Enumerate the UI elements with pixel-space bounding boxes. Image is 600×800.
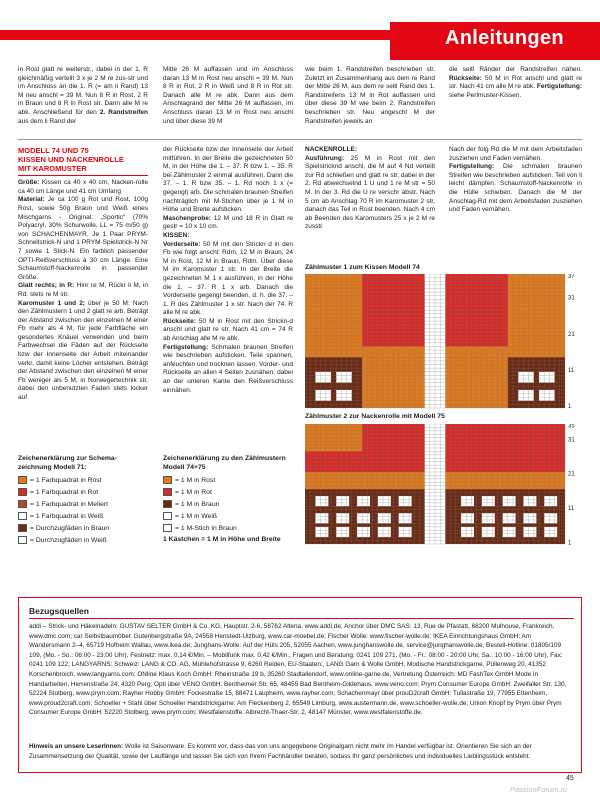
legend-item — [163, 522, 237, 534]
nackenrolle-col — [305, 146, 435, 232]
page-header — [0, 0, 600, 60]
bold-run: Glatt rechts; in R: — [18, 282, 75, 290]
grid-window — [357, 527, 370, 537]
paragraph: wie beim 1. Randstreifen beschrieben str. Zuletzt im Zusammenhang aus dem re Rand der Mitte 26 M, aus dem re seitl Rand des 1. Randstreifens 13 M in Rot auffassen und über diese 39 M wie beim 2. Randstreifen beschrieben str. Neu angeschl M der Randstreifen jeweils an — [305, 66, 435, 125]
grid-window — [399, 527, 412, 537]
grid-window — [482, 496, 495, 506]
text-run: Schmalen braunen Streifen wie beschrieben aufsticken. Teile spannen, anfeuchten und trocknen lassen. Vorder- und Rückseite an allen 4 Seiten zusnähen, dabei an der unteren Kante den Reißverschluss einnähen. — [163, 343, 293, 394]
legend-item — [18, 474, 109, 486]
row-tick-label: 37 — [568, 274, 575, 280]
legend-swatch — [163, 488, 172, 496]
text-run: 50 M mit den Strickn d in den Fb wie folgt anschl: Rdm, 12 M in Braun, 24 M in Rost, 12 M in Braun, Rdm. Über diese M im Karomuster 1 str. In der Breite die gezeichneten M 1 x ausführen, in der Höhe die 1. – 37. R 1 x arb. Danach die Vorderseite gegengl beenden, d. h. die 37. – 1. R des Zählmuster 1 x str. Nach der 74. R alle M re abk. — [163, 240, 293, 317]
section-heading: KISSEN UND NACKENROLLE — [18, 155, 124, 164]
bold-run: Vorderseite: — [163, 240, 201, 248]
legend-swatch — [18, 524, 27, 532]
legend-item — [18, 510, 109, 522]
row-tick-label: 1 — [568, 404, 572, 411]
legend-label: = 1 M-Stich in Braun — [175, 524, 237, 532]
grid-window — [315, 513, 328, 523]
grid-window — [539, 390, 555, 401]
bold-run: Karomuster 1 und 2; — [18, 299, 85, 307]
legend-swatch — [163, 500, 172, 508]
top-text-col3 — [305, 66, 435, 126]
section-title: Anleitungen — [445, 27, 564, 49]
legend-label: = Durchzugfäden in Weiß — [30, 536, 107, 544]
text-run: Wolle ist Saisonware. Es kommt vor, dass das von uns angegebene Originalgarn nicht mehr im Handel verfügbar ist. Orientieren Sie sich an der Zusammensetzung der Qualität, sowie der Lauflänge und lassen Sie sich von Ihrem Fachhändler beraten, sodass Ihr ganz persönliches und individuelles Lieblingsstück entsteht. — [29, 743, 532, 760]
grid-window — [315, 390, 331, 401]
legend-swatch — [18, 488, 27, 496]
legend-swatch — [163, 476, 172, 484]
grid-window — [378, 527, 391, 537]
legend-label: = 1 M in Weiß — [175, 512, 217, 520]
grid-window — [539, 372, 555, 383]
bold-run: Rückseite: — [449, 74, 482, 82]
legend-swatch — [18, 476, 27, 484]
grid-window — [503, 496, 516, 506]
section-heading: MIT KAROMUSTER — [18, 164, 87, 173]
bold-run: Fertigstellung: — [163, 343, 209, 351]
grid-window — [399, 513, 412, 523]
legend-title-line: Zeichenerklärung zur Schema- — [18, 455, 117, 462]
grid-window — [482, 513, 495, 523]
bezugsquellen-title: Bezugsquellen — [29, 606, 89, 616]
model-section — [18, 146, 148, 403]
row-tick-label: 35 — [568, 424, 575, 430]
grid-window — [315, 496, 328, 506]
grid-window — [523, 527, 536, 537]
grid-window — [518, 390, 534, 401]
text-run: aus dem li Rand der — [18, 117, 77, 125]
legend-title-line: Zeichenerklärung zu den Zählmustern — [163, 455, 286, 462]
text-run: Je ca 100 g Rot und Rost, 100g Rost, sowie 50g Braun und Weiß eines Mischgarns - Original: „Sportic“ (70% Polyacryl, 30% Schurwolle, LL = 75 m/50 g) von SCHACHENMAYR. Je 1 Paar PRYM-Schnellstrick-N und 1 PRYM-Spielstrick-N Nr 7 sowie 1 Stick-N. Ein farblich passender OPTI-Reißverschluss à 30 cm Länge. Eine Schaumstoff-Nackenrolle in passender Größe. — [18, 196, 148, 281]
grid-window — [336, 496, 349, 506]
text-run: Kissen ca 40 x 40 cm, Nacken-rolle ca 40 cm Länge und 41 cm Umfang — [18, 179, 148, 195]
grid-window — [518, 372, 534, 383]
text-run: siehe Perlmuster-Kissen. — [449, 91, 522, 99]
legend-label: = 1 Farbquadrat in Meliert — [30, 500, 109, 508]
row-tick-label: 31 — [568, 295, 575, 302]
legend-title-line: zeichnung Modell 71: — [18, 463, 87, 471]
red-rule — [29, 618, 574, 619]
top-text-col4 — [449, 66, 582, 100]
section-heading: MODELL 74 UND 75 — [18, 146, 89, 155]
legend1-title — [18, 455, 117, 472]
text-run: 50 M in Rot anschl und glatt re str. Nach 41 cm alle M re abk. — [449, 74, 582, 91]
grid-window — [357, 496, 370, 506]
grid-window — [357, 513, 370, 523]
bold-run: Material: — [18, 196, 45, 204]
grid-window — [544, 513, 557, 523]
row-tick-label: 11 — [568, 367, 575, 374]
bold-run: Hinweis an unsere LeserInnen: — [29, 743, 124, 750]
grid-window — [336, 390, 352, 401]
fertigstellung-col — [449, 146, 582, 215]
grid-window — [503, 527, 516, 537]
bold-run: Größe: — [18, 179, 40, 187]
text-run: die seitl Ränder der Randstreifen nähen. — [449, 66, 582, 73]
row-tick-label: 1 — [568, 540, 572, 547]
legend-label: = Durchzugfäden in Braun — [30, 524, 110, 532]
bold-run: NACKENROLLE: — [305, 146, 357, 153]
legend-swatch — [18, 536, 27, 544]
legend-swatch — [18, 500, 27, 508]
legend-item — [18, 498, 109, 510]
paragraph: Nach der folg Rd die M mit dem Arbeitsfaden zusziehen und Faden vernähen. — [449, 146, 582, 162]
chart2-grid — [305, 424, 585, 554]
legend-item — [163, 486, 237, 498]
grid-window — [461, 513, 474, 523]
legend-item — [163, 474, 237, 486]
watermark: PassionForum.ru — [510, 785, 568, 794]
text-run: 25 M in Rost mit den Spielstricknd anschl, die M auf 4 Nd verteilt zur Rd schließen und glatt re str, dabei in der 2. Rd abwechselnd 1 U und 1 re M str = 50 M. In der 3. Rd die U re verschr abstr. Nach 5 cm ab Anschlag 70 R im Karomuster 2 str, danach das Teil in Rost beenden. Nach 4 cm ab Beenden des Karomusters 25 x je 2 M re zusstr. — [305, 154, 436, 231]
chart1-grid — [305, 274, 585, 414]
legend2-footer: 1 Kästchen = 1 M in Höhe und Breite — [163, 536, 281, 543]
paragraph: der Rückseite bzw der Innenseite der Arbeit mitführen. In der Breite die gezeichneten 50 M, in der Höhe die 1. – 37. R bzw 1. – 35. R bei Zählmuster 2 einmal ausführen. Dann die 37. – 1. R bzw 35. – 1. Rd noch 1 x (= gegengl) arb. Die schmalen braunen Streifen nachträglich mit M-Stichen über je 1 M in Höhe und Breite aufsticken. — [163, 146, 293, 214]
page-number: 45 — [566, 775, 574, 782]
grid-window — [336, 372, 352, 383]
legend1-list — [18, 474, 109, 546]
bold-run: Ausführung: — [305, 154, 344, 162]
top-text-col2 — [163, 66, 293, 126]
legend-label: = 1 Farbquadrat in Rost — [30, 476, 102, 484]
legend-label: = 1 Farbquadrat in Weiß — [30, 512, 104, 520]
legend-label: = 1 M in Rost — [175, 476, 216, 484]
row-tick-label: 21 — [568, 331, 575, 338]
text-run: in Rost glatt re weiterstr., dabei in der 1. R gleichmäßig verteilt 3 x je 2 M re zus-str und im Anschluss an die 1. R (= am li Rand) 13 M neu anschl = 39 M. Nun 8 R in Rost, 2 R in Braun und 8 R in Rost str. Dann alle M re abk. Anschließend für den — [18, 66, 148, 116]
grid-window — [336, 513, 349, 523]
legend-item — [18, 486, 109, 498]
grid-window — [378, 513, 391, 523]
grid-window — [399, 496, 412, 506]
grid-window — [544, 496, 557, 506]
grid-window — [503, 513, 516, 523]
grid-window — [378, 496, 391, 506]
grid-window — [544, 527, 557, 537]
legend-item — [18, 534, 109, 546]
legend-swatch — [18, 512, 27, 520]
red-rule — [18, 175, 148, 176]
legend-swatch — [163, 524, 172, 532]
text-run: Hinr re M, Rückr li M, in Rd: stets re M str. — [18, 282, 148, 298]
bezugsquellen-text: addi – Strick- und Häkelnadeln: GUSTAV SELTER GmbH & Co. KG, Hauptstr. 2-6, 58762 Altena, www.addi.de; Anchor über DMC SAS: 13, Rue de Pfastatt, 68200 Mulhouse, Frankreich, www.dmc.com; car Selbstbaumöbel: Gutenbergstraße 9A, 24558 Henstedt-Ulzburg, www.car-moebel.de; Fischer Wolle: www.fischer-wolle.de; IKEA Einrichtungshaus GmbH: Am Wandersmann 2–4, 65719 Hofheim Wallau, www.ikea.de; Junghans-Wolle: Auf der Hüls 205, 52055 Aachen, www.junghanswolle.de, service@junghanswolle.de, Bestell-Hotline: 01805/109 109, (Mo. - So.: 06:00 - 23:00 Uhr), Festnetz: max. 0,14 €/Min. – Mobilfunk max. 0,42 €/Min., Fragen und Beratung: 0241 109 271, (Mo. - Fr.: 08:00 - 20:00 Uhr, Sa.: 10:00 - 16:00 Uhr), Fax: 0241 109 122; LANGYARNS: Schweiz: LANG & CO. AG, Mühlehofstrasse 9, 6260 Reiden, EU-Staaten:, LANG Garn & Wolle GmbH, Modische Handstrickgarne, Püllenweg 20, 41352 Korschenbroich, www.langyarns.com; ONline Klaus Koch GmbH: Rheinstraße 19 b, 35260 Stadtallendorf, www.online-garne.de, Vertretung Österreich: MD FashTex GmbH Mode in Handarbeiten, Herrenstraße 24, 4320 Perg; Opti über VENO GmbH: Bentheimer Str. 65, 48455 Bad Bentheim-Gildehaus, www.veno.com; Prym Consumer Europe GmbH: Zweifaller Str. 130, 52224 Stolberg, www.prym.com; Rayher Hobby GmbH: Fockestraße 15, 88471 Laupheim, www.rayher.com; Schachenmayr über prouD2craft GmbH: Tullastraße 19, 77955 Ettenheim, www.proud2craft.com; Schoeller + Stahl über Schoeller Handstrickgarne: Am Fleckenberg 2, 65549 Limburg, www.austermann.de, www.schoeller-wolle.de; Union Knopf by Prym über Prym Consumer Europe GmbH: 52220 Stolberg, www.prym.com; Westfalenstoffe: Albrecht-Thaer-Str. 2, 48147 Münster, www.westfalenstoffe.de. — [29, 623, 567, 717]
legend2-title — [163, 455, 286, 472]
bezugsquellen-box — [18, 597, 582, 773]
top-text-col1 — [18, 66, 148, 126]
paragraph: Mitte 26 M auffassen und im Anschluss daran 13 M in Rost neu anschl = 39 M. Nun 8 R in Rot, 2 R in Weiß und 8 R in Rot str. Danach alle M re abk. Dann aus dem Anschlagrand der Mitte 26 M auffassen, im Anschluss daran 13 M in Rost neu anschl und über diese 39 M — [163, 66, 293, 125]
legend2-list — [163, 474, 237, 534]
legend-item — [18, 522, 109, 534]
reader-note — [29, 742, 574, 761]
text-run: über je 50 M: Nach den Zählmustern 1 und 2 glatt re arb. Beträgt der Abstand zwischen den einzelnen M einer Fb mehr als 4 M, für jede Farbfläche ein gesondertes Knäuel verwenden und beim Farbwechsel die Fäden auf der Rückseite bzw der Innenseite der Arbeit miteinander verkr, damit keine Löcher entstehen. Beträgt der Abstand zwischen den einzelnen M einer Fb weniger als 5 M, in Norwegertechnik str, dabei den unbenutzten Faden stets locker auf — [18, 299, 148, 402]
chart2-title: Zählmuster 2 zur Nackenrolle mit Modell 75 — [305, 413, 445, 420]
legend-title-line: Modell 74+75 — [163, 463, 206, 471]
bold-run: KISSEN: — [163, 231, 190, 239]
legend-label: = 1 Farbquadrat in Rot — [30, 488, 99, 496]
chart1-title: Zählmuster 1 zum Kissen Modell 74 — [305, 264, 420, 271]
grid-window — [523, 513, 536, 523]
text-run: 50 M in Rost mit den Strickn-d anschl und glatt re str. Nach 41 cm = 74 R ab Anschlag alle M re abk. — [163, 317, 294, 343]
middle-text-col — [163, 146, 293, 395]
grid-window — [315, 372, 331, 383]
legend-swatch — [163, 512, 172, 520]
grid-window — [482, 527, 495, 537]
grid-window — [523, 496, 536, 506]
bold-run: Rückseite: — [163, 317, 196, 325]
legend-label: = 1 M in Braun — [175, 500, 220, 508]
row-tick-label: 21 — [568, 471, 575, 478]
divider — [18, 139, 582, 140]
bold-run: Fertigstellung: — [536, 83, 582, 91]
grid-window — [315, 527, 328, 537]
grid-window — [461, 496, 474, 506]
legend-item — [163, 498, 237, 510]
text-run: 12 M und 18 R in Glatt re gestr = 10 x 10 cm. — [163, 214, 293, 231]
bold-run: Fertigstellung: — [449, 163, 495, 171]
bold-run: Maschenprobe: — [163, 214, 212, 222]
row-tick-label: 11 — [568, 506, 575, 512]
bold-run: 2. Randstreifen — [99, 108, 148, 116]
legend-item — [163, 510, 237, 522]
grid-window — [461, 527, 474, 537]
grid-window — [336, 527, 349, 537]
legend-label: = 1 M in Rot — [175, 488, 212, 496]
text-run: Die schmalen braunen Streifen wie beschrieben aufsticken. Teil von li leicht dämpfen. Schaumstoff-Nackenrolle in die Hülle schieben. Danach die M der Anschlag-Rd mit dem Arbeitsfaden zusziehen und Faden vernähen. — [449, 163, 582, 214]
row-tick-label: 31 — [568, 437, 575, 444]
